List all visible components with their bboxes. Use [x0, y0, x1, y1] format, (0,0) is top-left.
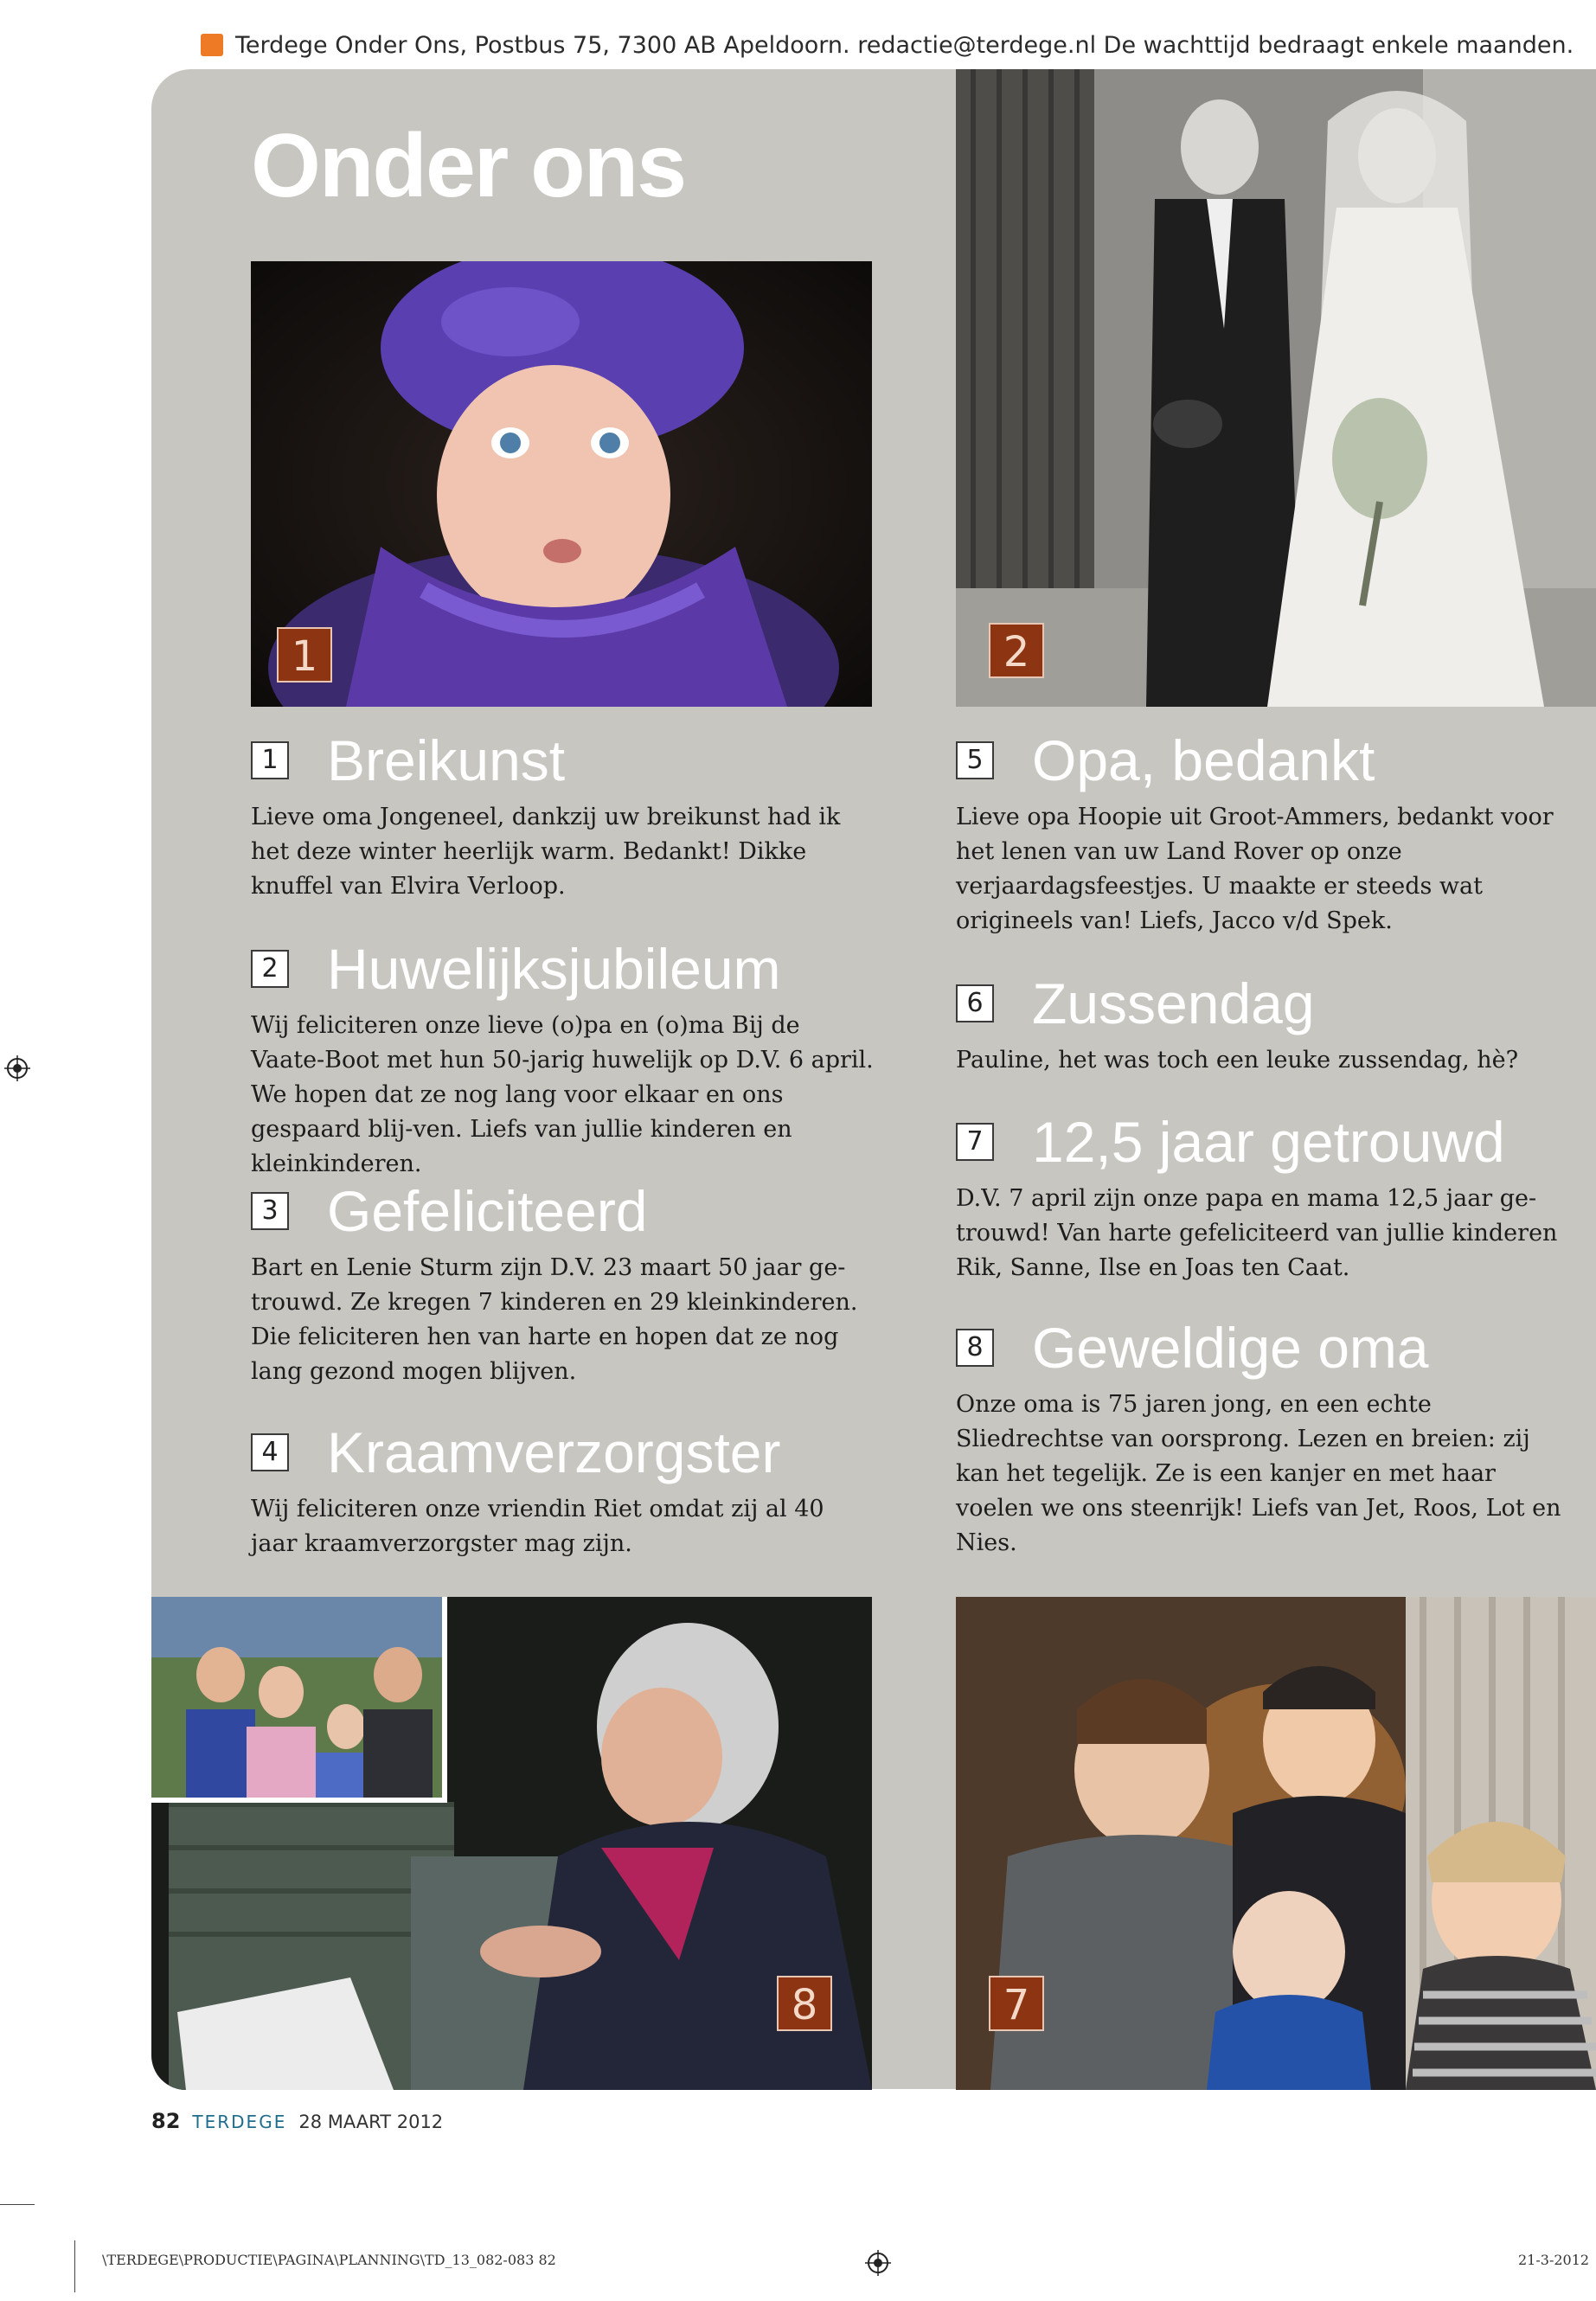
- photo-kids: [956, 1597, 1596, 2090]
- item-block: [251, 1421, 874, 1561]
- header-bullet-icon: [201, 34, 223, 56]
- photo-badge: 7: [989, 1976, 1044, 2031]
- item-block: [956, 729, 1579, 939]
- item-title: Geweldige oma: [1032, 1316, 1429, 1380]
- item-body: Lieve opa Hoopie uit Groot-Ammers, bedankt voor het lenen van uw Land Rover op onze verjaardagsfeestjes. U maakte er steeds wat origineels van! Liefs, Jacco v/d Spek.: [956, 804, 1554, 934]
- photo-wedding-image: [956, 69, 1596, 707]
- item-title: Opa, bedankt: [1032, 728, 1375, 792]
- photo-badge: 2: [989, 623, 1044, 678]
- item-number: 5: [956, 741, 994, 779]
- item-number: 4: [251, 1433, 289, 1471]
- item-number: 3: [251, 1192, 289, 1230]
- magazine-name: TERDEGE: [192, 2112, 287, 2132]
- item-title: 12,5 jaar getrouwd: [1032, 1110, 1505, 1174]
- print-slug-date: 21-3-2012: [1518, 2252, 1590, 2268]
- item-number: 2: [251, 950, 289, 988]
- registration-mark-icon: [4, 1055, 30, 1081]
- item-number: 8: [956, 1329, 994, 1367]
- photo-grandma: [151, 1597, 872, 2090]
- photo-kids-image: [956, 1597, 1596, 2090]
- photo-badge: 1: [277, 627, 332, 683]
- item-title: Breikunst: [327, 728, 566, 792]
- item-block: [956, 1317, 1579, 1561]
- item-number: 6: [956, 984, 994, 1022]
- page-footer: [151, 2109, 443, 2133]
- item-title: Huwelijksjubileum: [327, 937, 781, 1001]
- item-body: Wij feliciteren onze lieve (o)pa en (o)ma Bij de Vaate-Boot met hun 50-jarig huwelijk op D.V. 6 april. We hopen dat ze nog lang voor elkaar en ons gespaard blij-ven. Liefs van jullie kinderen en kleinkinderen.: [251, 1012, 874, 1177]
- crop-mark: [0, 2204, 35, 2205]
- item-body: D.V. 7 april zijn onze papa en mama 12,5 jaar ge-trouwd! Van harte gefeliciteerd van jullie kinderen Rik, Sanne, Ilse en Joas ten Caat.: [956, 1185, 1558, 1281]
- header-bar: [201, 28, 1574, 62]
- item-number: 7: [956, 1123, 994, 1161]
- item-title: Gefeliciteerd: [327, 1179, 648, 1243]
- page-number: 82: [151, 2109, 181, 2133]
- item-body: Onze oma is 75 jaren jong, en een echte Sliedrechtse van oorsprong. Lezen en breien: zij kan het tegelijk. Ze is een kanjer en met haar voelen we ons steenrijk! Liefs van Jet, Roos, Lot en Nies.: [956, 1391, 1561, 1556]
- header-contact-text: Terdege Onder Ons, Postbus 75, 7300 AB Apeldoorn. redactie@terdege.nl De wachttijd bedraagt enkele maanden.: [235, 31, 1574, 59]
- item-number: 1: [251, 741, 289, 779]
- item-body: Lieve oma Jongeneel, dankzij uw breikunst had ik het deze winter heerlijk warm. Bedankt! Dikke knuffel van Elvira Verloop.: [251, 804, 841, 900]
- photo-badge: 8: [777, 1976, 832, 2031]
- item-body: Pauline, het was toch een leuke zussendag, hè?: [956, 1047, 1519, 1074]
- crop-mark: [74, 2240, 75, 2292]
- item-block: [251, 938, 874, 1182]
- print-slug-path: \TERDEGE\PRODUCTIE\PAGINA\PLANNING\TD_13_082-083 82: [102, 2252, 556, 2268]
- issue-date: 28 MAART 2012: [298, 2112, 444, 2132]
- inset-photo-frame: [151, 1597, 447, 1803]
- item-body: Bart en Lenie Sturm zijn D.V. 23 maart 50 jaar ge-trouwd. Ze kregen 7 kinderen en 29 kleinkinderen. Die feliciteren hen van harte en hopen dat ze nog lang gezond mogen blijven.: [251, 1254, 858, 1385]
- item-title: Zussendag: [1032, 971, 1315, 1035]
- section-title: Onder ons: [251, 116, 686, 216]
- item-block: [251, 1180, 874, 1389]
- item-block: [956, 972, 1579, 1078]
- registration-mark-icon: [865, 2250, 891, 2276]
- item-title: Kraamverzorgster: [327, 1420, 781, 1484]
- item-block: [251, 729, 874, 904]
- photo-baby-image: [251, 261, 872, 707]
- photo-wedding: [956, 69, 1596, 707]
- item-block: [956, 1111, 1579, 1285]
- inset-photo-sisters: [151, 1597, 442, 1798]
- photo-baby: [251, 261, 872, 707]
- item-body: Wij feliciteren onze vriendin Riet omdat zij al 40 jaar kraamverzorgster mag zijn.: [251, 1496, 824, 1557]
